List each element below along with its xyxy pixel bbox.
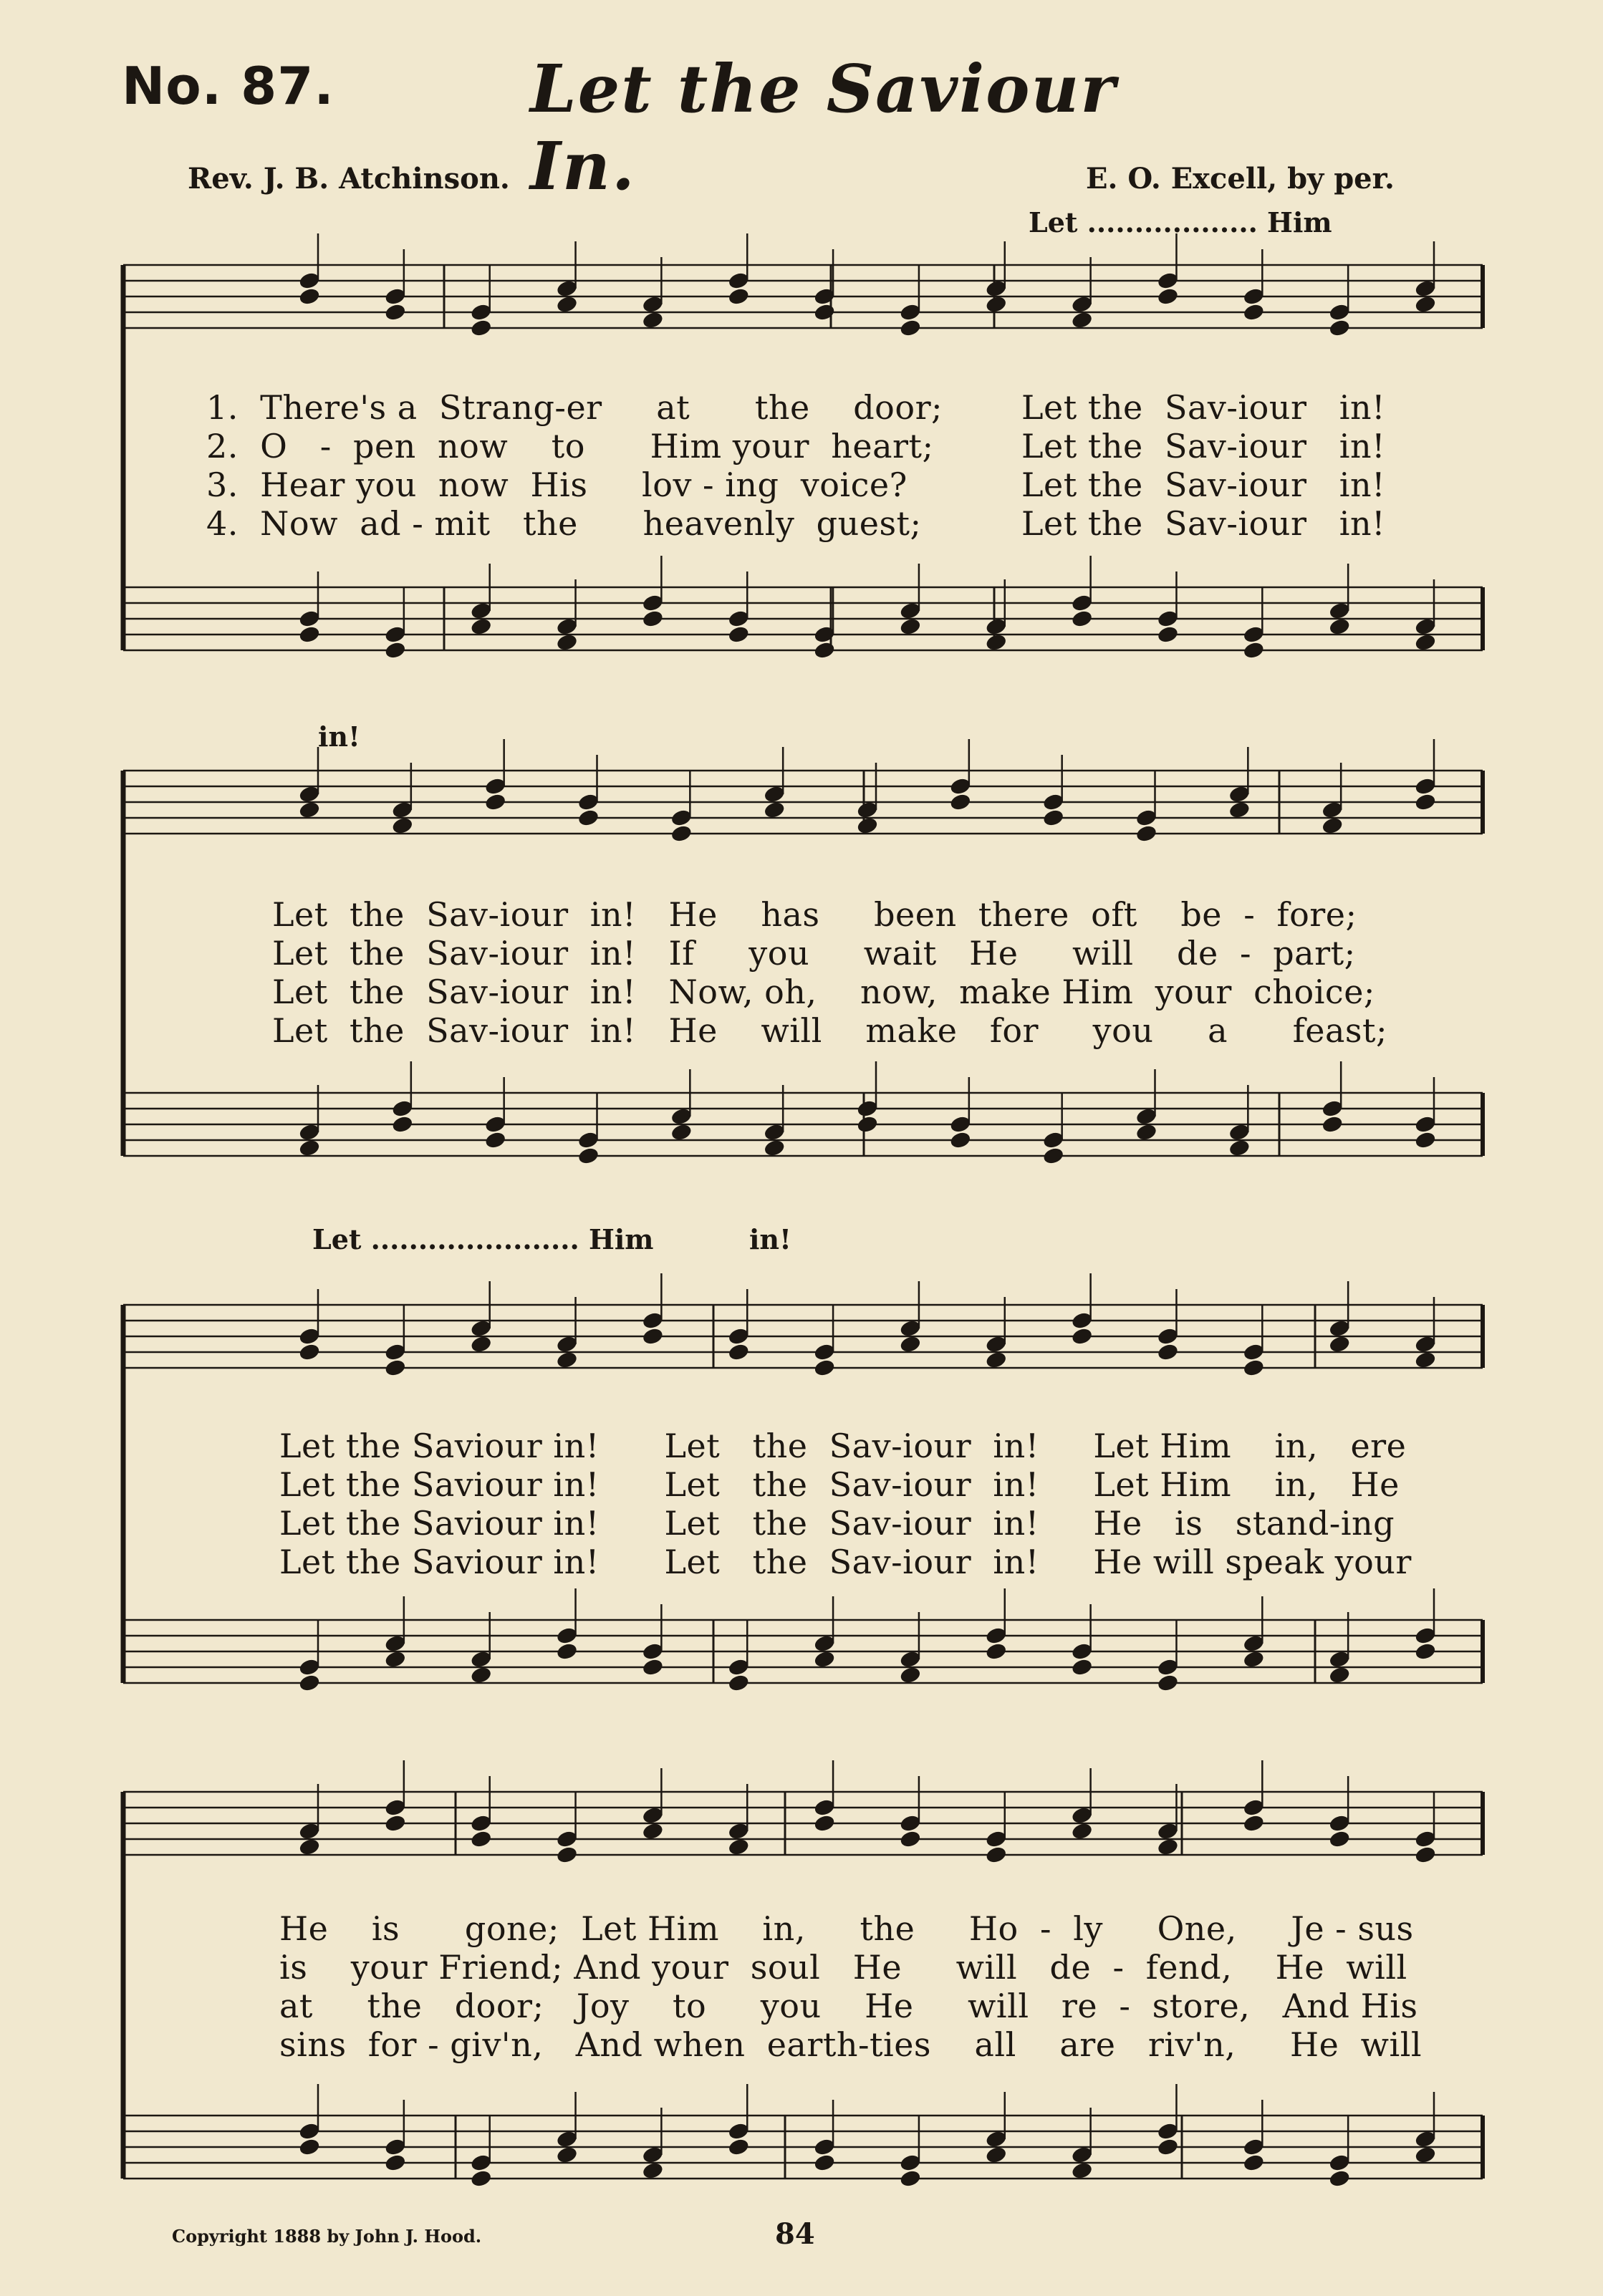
copyright-notice: Copyright 1888 by John J. Hood. — [172, 2226, 482, 2247]
cue-text-4: in! — [749, 1223, 791, 1255]
lyric-line: 4. Now ad - mit the heavenly guest; — [206, 504, 922, 543]
lyric-line: Let the Sav-iour in! He has been there oft be - fore; — [272, 895, 1357, 934]
lyric-line: at the door; Joy to you He will re - store, And His — [279, 1987, 1418, 2025]
lyric-line: Let the Sav-iour in! — [1021, 388, 1386, 427]
lyric-line: Let the Saviour in! Let the Sav-iour in! He will speak your — [279, 1543, 1412, 1581]
lyric-line: Let the Sav-iour in! — [1021, 504, 1386, 543]
hymn-title: Let the Saviour In. — [530, 50, 1117, 205]
composer-credit: E. O. Excell, by per. — [1086, 162, 1395, 196]
cue-text-2: in! — [318, 720, 360, 753]
lyric-line: Let the Sav-iour in! He will make for you a feast; — [272, 1011, 1387, 1050]
lyric-line: is your Friend; And your soul He will de - fend, He will — [279, 1948, 1407, 1987]
lyric-line: Let the Saviour in! Let the Sav-iour in! Let Him in, He — [279, 1465, 1400, 1504]
lyric-line: Let the Saviour in! Let the Sav-iour in! He is stand-ing — [279, 1504, 1395, 1543]
lyric-line: sins for - giv'n, And when earth-ties all are riv'n, He will — [279, 2025, 1423, 2064]
lyric-line: 3. Hear you now His lov - ing voice? — [206, 466, 908, 504]
hymn-number: No. 87. — [122, 56, 334, 116]
lyric-line: Let the Sav-iour in! — [1021, 427, 1386, 466]
lyric-line: Let the Sav-iour in! Now, oh, now, make Him your choice; — [272, 973, 1375, 1011]
lyric-line: He is gone; Let Him in, the Ho - ly One, Je - sus — [279, 1909, 1414, 1948]
lyric-line: Let the Sav-iour in! If you wait He will de - part; — [272, 934, 1356, 973]
lyric-line: 2. O - pen now to Him your heart; — [206, 427, 934, 466]
cue-text-3: Let ...................... Him — [312, 1223, 654, 1255]
cue-text-1: Let .................. Him — [1029, 206, 1332, 238]
lyric-line: Let the Sav-iour in! — [1021, 466, 1386, 504]
page-number: 84 — [775, 2217, 815, 2251]
lyric-line: Let the Saviour in! Let the Sav-iour in! Let Him in, ere — [279, 1427, 1407, 1465]
lyric-line: 1. There's a Strang-er at the door; — [206, 388, 943, 427]
author-credit: Rev. J. B. Atchinson. — [188, 162, 510, 196]
